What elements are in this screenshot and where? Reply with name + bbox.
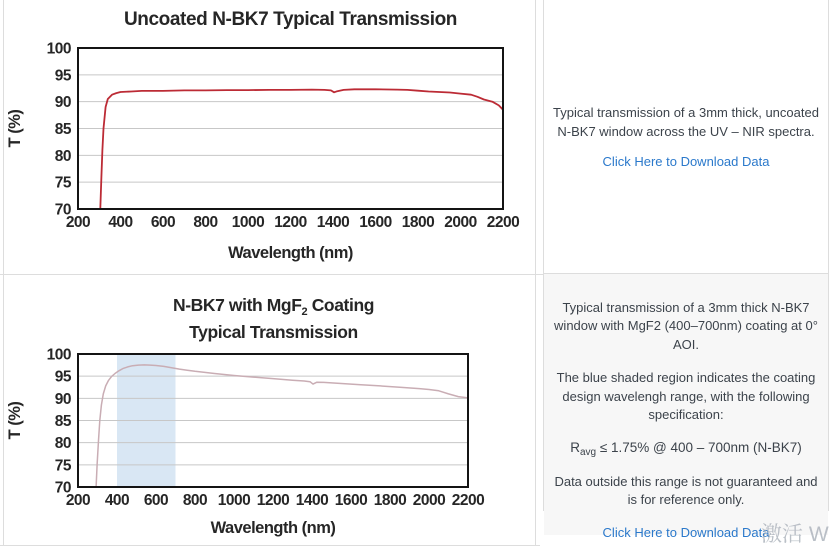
svg-text:95: 95 [54, 67, 71, 85]
svg-text:100: 100 [46, 346, 71, 364]
svg-text:90: 90 [54, 390, 71, 408]
svg-text:200: 200 [65, 492, 91, 509]
uncoated-transmission-chart [0, 0, 535, 274]
svg-text:70: 70 [54, 479, 71, 497]
coated-description-text: Typical transmission of a 3mm thick N-BK7 window with MgF2 (400–700nm) coating at 0° AOI. [554, 300, 818, 352]
svg-text:1800: 1800 [401, 214, 435, 231]
svg-text:2200: 2200 [486, 214, 520, 231]
svg-text:80: 80 [54, 435, 71, 453]
svg-text:70: 70 [54, 201, 71, 219]
svg-text:85: 85 [54, 413, 71, 430]
svg-text:T (%): T (%) [6, 401, 24, 440]
svg-text:1400: 1400 [316, 214, 350, 231]
svg-text:1200: 1200 [256, 492, 290, 509]
svg-text:400: 400 [104, 492, 130, 509]
svg-text:1800: 1800 [373, 492, 407, 509]
coated-chart-title-line2: Typical Transmission [189, 322, 358, 342]
svg-text:800: 800 [182, 492, 208, 509]
svg-text:80: 80 [54, 147, 71, 165]
coated-description-cell [544, 274, 828, 540]
uncoated-download-data-link[interactable]: Click Here to Download Data [602, 153, 770, 169]
coated-download-data-link[interactable]: Click Here to Download Data [602, 524, 770, 540]
svg-text:1400: 1400 [295, 492, 329, 509]
svg-text:1600: 1600 [359, 214, 392, 231]
svg-text:600: 600 [150, 214, 176, 231]
svg-text:2200: 2200 [451, 492, 485, 509]
svg-text:100: 100 [46, 40, 71, 58]
svg-text:2000: 2000 [444, 214, 477, 231]
svg-text:1000: 1000 [231, 214, 265, 231]
svg-text:75: 75 [54, 174, 71, 192]
svg-text:1600: 1600 [334, 492, 368, 509]
svg-text:1000: 1000 [217, 492, 251, 509]
svg-text:90: 90 [54, 94, 71, 112]
coated-shaded-region-text: The blue shaded region indicates the coating design wavelengh range, with the following specification: [556, 370, 816, 423]
subscript-avg: avg [579, 446, 597, 458]
svg-text:400: 400 [108, 214, 133, 231]
svg-text:200: 200 [65, 214, 91, 231]
svg-text:85: 85 [54, 121, 71, 138]
svg-text:75: 75 [54, 457, 71, 475]
reference-only-text: Data outside this range is not guaranteed and is for reference only. [554, 473, 818, 508]
svg-text:600: 600 [143, 492, 169, 509]
uncoated-description-cell [544, 0, 828, 274]
coated-chart-title-line1: N-BK7 with MgF$_2$ Coating [172, 295, 375, 318]
bottom-border-line [0, 545, 540, 546]
svg-text:800: 800 [193, 214, 218, 231]
coated-transmission-chart [0, 274, 535, 545]
subscript-2: 2 [301, 306, 308, 318]
uncoated-description-text: Typical transmission of a 3mm thick, uncoated N-BK7 window across the UV – NIR spectra. [553, 105, 819, 139]
svg-text:2000: 2000 [412, 492, 446, 509]
uncoated-chart-title-text: Uncoated N-BK7 Typical Transmission [123, 9, 457, 30]
coating-spec-text: $R_{avg} \le 1.75\%$ @ 400 – 700nm (N-BK7) [570, 439, 802, 458]
svg-text:Wavelength (nm): Wavelength (nm) [228, 244, 353, 262]
svg-text:95: 95 [54, 368, 71, 386]
svg-text:Wavelength (nm): Wavelength (nm) [210, 519, 336, 537]
activate-windows-watermark: 激活 W [761, 523, 829, 546]
svg-text:T (%): T (%) [6, 109, 24, 148]
svg-text:1200: 1200 [274, 214, 307, 231]
column-divider-line [535, 0, 536, 545]
